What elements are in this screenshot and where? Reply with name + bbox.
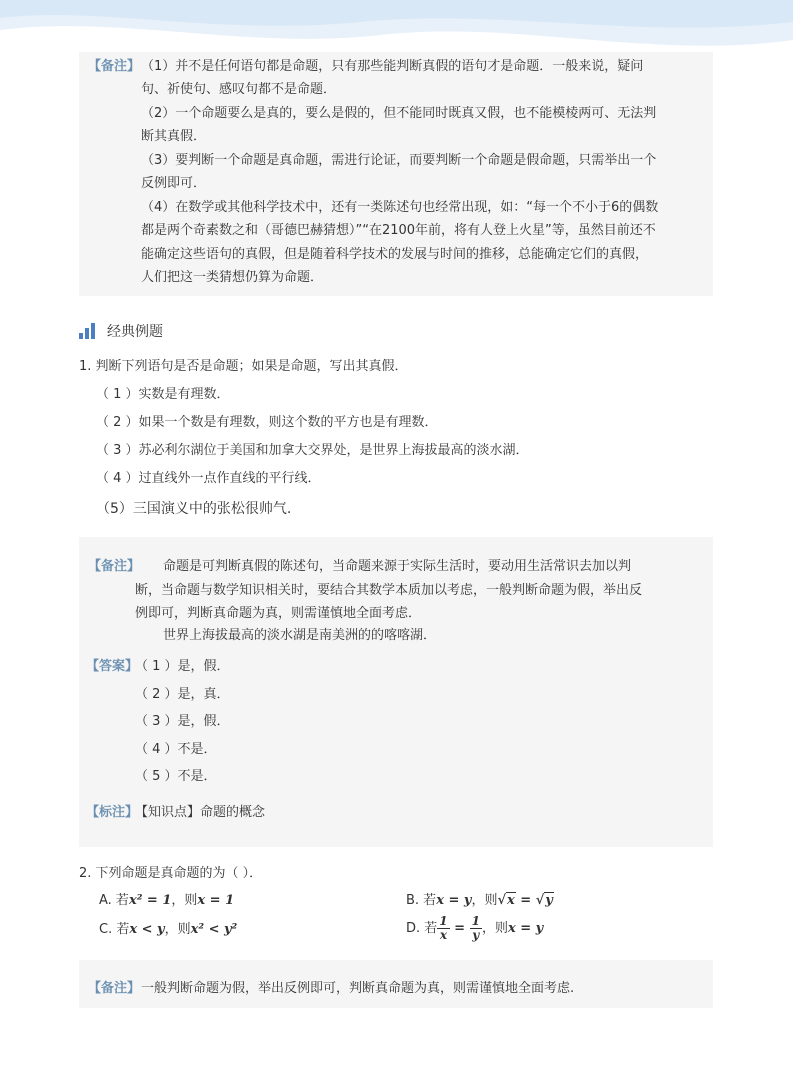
question-1-item: （ 1 ）实数是有理数． [96, 387, 230, 402]
note-line: 一般判断命题为假，举出反例即可，判断真命题为真，则需谨慎地全面考虑. [141, 981, 575, 996]
note-line: 命题是可判断真假的陈述句，当命题来源于实际生活时，要动用生活常识去加以判 [163, 559, 632, 574]
note-line: 能确定这些语句的真假，但是随着科学技术的发展与时间的推移，总能确定它们的真假， [141, 247, 649, 262]
note-line: 句、祈使句、感叹句都不是命题． [141, 82, 337, 97]
option-b[interactable]: B. 若x = y，则√x = √y [406, 893, 553, 908]
option-d[interactable]: D. 若 $\frac{1}{x}$ = $\frac{1}{y}$ ，则x = y [406, 914, 544, 942]
answer-line: （ 5 ）不是． [135, 769, 217, 784]
question-1-item: （ 2 ）如果一个数是有理数，则这个数的平方也是有理数． [96, 415, 438, 430]
answer-line: （ 1 ）是，假． [135, 659, 230, 674]
question-1-item: （5）三国演义中的张松很帅气. [96, 501, 292, 517]
option-c[interactable]: C. 若x < y，则x² < y² [99, 922, 238, 937]
section-heading [79, 321, 163, 341]
note-line: 人们把这一类猜想仍算为命题． [141, 270, 324, 285]
label-tag: 【标注】 [86, 805, 139, 820]
fraction: $\frac{1}{x}$ [439, 914, 448, 942]
answer-line: （ 3 ）是，假． [135, 714, 230, 729]
question-1-item: （ 3 ）苏必利尔湖位于美国和加拿大交界处，是世界上海拔最高的淡水湖． [96, 443, 529, 458]
note-line: （1）并不是任何语句都是命题，只有那些能判断真假的语句才是命题．一般来说，疑问 [141, 59, 644, 74]
solution-box [79, 537, 713, 847]
note-tag: 【备注】 [88, 559, 141, 574]
bar-chart-icon [79, 323, 97, 339]
knowledge-point: 【知识点】命题的概念 [135, 805, 266, 820]
note-line: 断其真假． [141, 129, 207, 144]
note-line: 断，当命题与数学知识相关时，要结合其数学本质加以考虑，一般判断命题为假，举出反 [135, 583, 643, 598]
answer-tag: 【答案】 [86, 659, 139, 674]
note-box-1 [79, 52, 713, 296]
note-line: （4）在数学或其他科学技术中，还有一类陈述句也经常出现，如：“每一个不小于6的偶数 [141, 200, 659, 215]
note-box-3 [79, 960, 713, 1008]
question-1-stem: 1. 判断下列语句是否是命题；如果是命题，写出其真假． [79, 359, 408, 374]
fraction: $\frac{1}{y}$ [471, 914, 480, 942]
note-line: （3）要判断一个命题是真命题，需进行论证，而要判断一个命题是假命题，只需举出一个 [141, 153, 657, 168]
sqrt-symbol: √x [497, 893, 515, 908]
header-wave-decoration [0, 0, 793, 60]
option-a[interactable]: A. 若x² = 1，则x = 1 [99, 893, 235, 908]
section-title: 经典例题 [107, 324, 163, 340]
note-line: 世界上海拔最高的淡水湖是南美洲的的喀喀湖． [163, 628, 437, 643]
answer-line: （ 4 ）不是． [135, 742, 217, 757]
question-2-stem: 2. 下列命题是真命题的为（ ）． [79, 866, 263, 881]
note-line: 反例即可． [141, 176, 207, 191]
note-line: （2）一个命题要么是真的，要么是假的，但不能同时既真又假，也不能模棱两可、无法判 [141, 106, 657, 121]
answer-line: （ 2 ）是，真． [135, 687, 230, 702]
note-line: 都是两个奇素数之和（哥德巴赫猜想）”“在2100年前，将有人登上火星”等，虽然目前还不 [141, 223, 656, 238]
note-tag: 【备注】 [88, 981, 141, 996]
question-1-item: （ 4 ）过直线外一点作直线的平行线． [96, 471, 321, 486]
note-tag: 【备注】 [88, 59, 141, 74]
note-line: 例即可，判断真命题为真，则需谨慎地全面考虑． [135, 606, 422, 621]
sqrt-symbol: √y [535, 893, 553, 908]
